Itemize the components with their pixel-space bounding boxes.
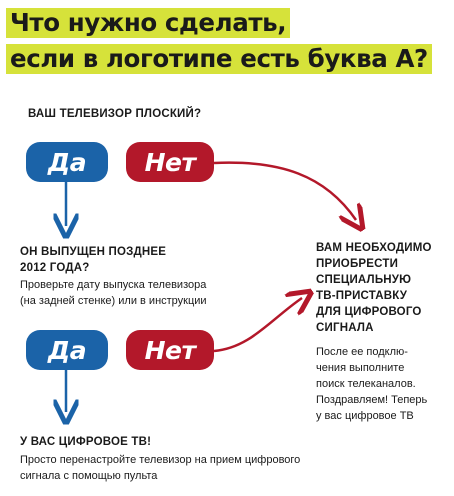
title-line-2: если в логотипе есть буква А? xyxy=(6,44,432,74)
set-top-box-note-line: поиск телеканалов. xyxy=(316,378,416,390)
set-top-box-note-line: у вас цифровое ТВ xyxy=(316,410,414,422)
set-top-box-note-line: Поздравляем! Теперь xyxy=(316,394,428,406)
no-button-1[interactable]: Нет xyxy=(126,142,214,182)
question-flat-tv: ВАШ ТЕЛЕВИЗОР ПЛОСКИЙ? xyxy=(28,108,202,120)
yes-button-1[interactable]: Да xyxy=(26,142,108,182)
result-digital-tv-note-line-2: сигнала с помощью пульта xyxy=(20,470,158,482)
result-digital-tv-title: У ВАС ЦИФРОВОЕ ТВ! xyxy=(20,436,152,448)
yes-button-2[interactable]: Да xyxy=(26,330,108,370)
arrow-no-1 xyxy=(214,163,356,220)
question-year-line-2: 2012 ГОДА? xyxy=(20,262,90,274)
set-top-box-title-line: ДЛЯ ЦИФРОВОГО xyxy=(316,306,422,318)
arrow-no-2 xyxy=(214,298,302,351)
set-top-box-title-line: ВАМ НЕОБХОДИМО xyxy=(316,242,432,254)
note-check-date-line-1: Проверьте дату выпуска телевизора xyxy=(20,279,207,291)
set-top-box-note-line: чения выполните xyxy=(316,362,405,374)
set-top-box-title-line: ТВ-ПРИСТАВКУ xyxy=(316,290,408,302)
no-button-2[interactable]: Нет xyxy=(126,330,214,370)
question-year-line-1: ОН ВЫПУЩЕН ПОЗДНЕЕ xyxy=(20,246,167,258)
set-top-box-title-line: СИГНАЛА xyxy=(316,322,374,334)
set-top-box-title-line: ПРИОБРЕСТИ xyxy=(316,258,399,270)
set-top-box-note-line: После ее подклю- xyxy=(316,346,408,358)
note-check-date-line-2: (на задней стенке) или в инструкции xyxy=(20,295,207,307)
result-digital-tv-note-line-1: Просто перенастройте телевизор на прием цифрового xyxy=(20,454,301,466)
title-line-1: Что нужно сделать, xyxy=(6,8,290,38)
set-top-box-title-line: СПЕЦИАЛЬНУЮ xyxy=(316,274,412,286)
